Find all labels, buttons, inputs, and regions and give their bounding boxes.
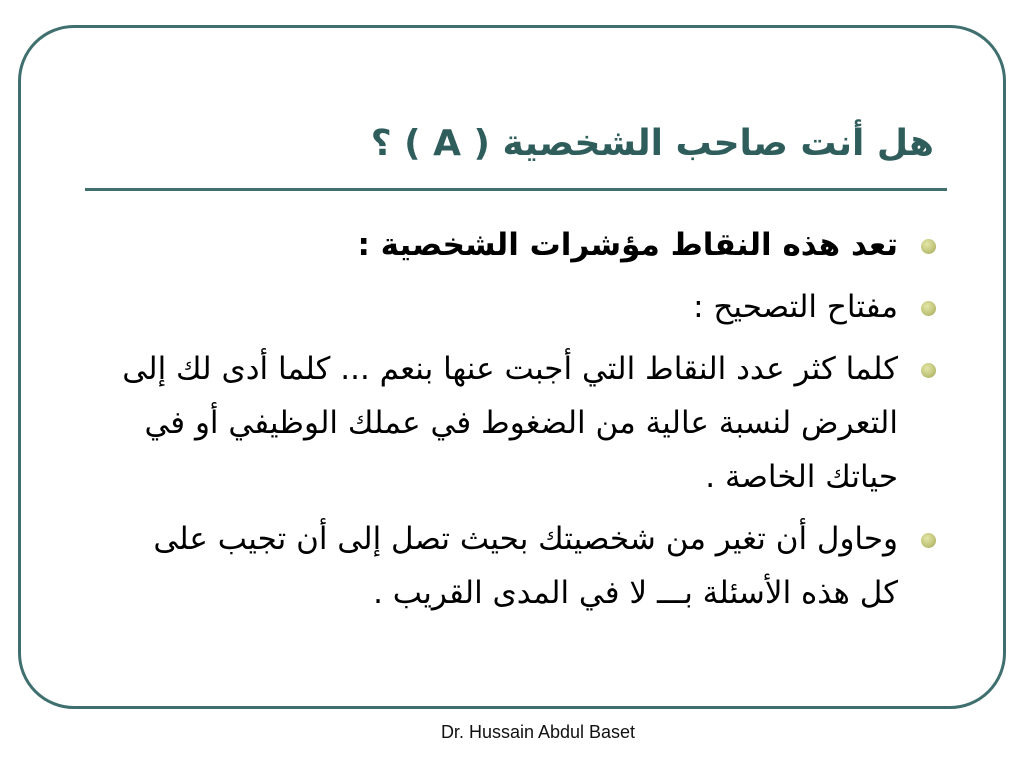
bullet-dot-icon xyxy=(921,239,936,254)
bullet-item xyxy=(112,218,942,272)
bullet-text: تعد هذه النقاط مؤشرات الشخصية : xyxy=(357,227,898,263)
bullet-text: وحاول أن تغير من شخصيتك بحيث تصل إلى أن تجيب على كل هذه الأسئلة بـــ لا في المدى القريب . xyxy=(153,521,898,611)
slide-title: هل أنت صاحب الشخصية ( A ) ؟ xyxy=(370,123,934,164)
bullet-item xyxy=(112,280,942,334)
bullet-item xyxy=(112,512,942,620)
bullet-dot-icon xyxy=(921,363,936,378)
bullet-text: مفتاح التصحيح : xyxy=(693,289,898,325)
bullet-list xyxy=(112,218,942,628)
slide-footer: Dr. Hussain Abdul Baset xyxy=(440,722,636,742)
bullet-dot-icon xyxy=(921,533,936,548)
bullet-text: كلما كثر عدد النقاط التي أجبت عنها بنعم ... كلما أدى لك إلى التعرض لنسبة عالية من الضغوط في عملك الوظيفي أو في حياتك الخاصة . xyxy=(122,351,898,495)
bullet-dot-icon xyxy=(921,301,936,316)
title-underline xyxy=(85,188,947,191)
bullet-item xyxy=(112,342,942,504)
